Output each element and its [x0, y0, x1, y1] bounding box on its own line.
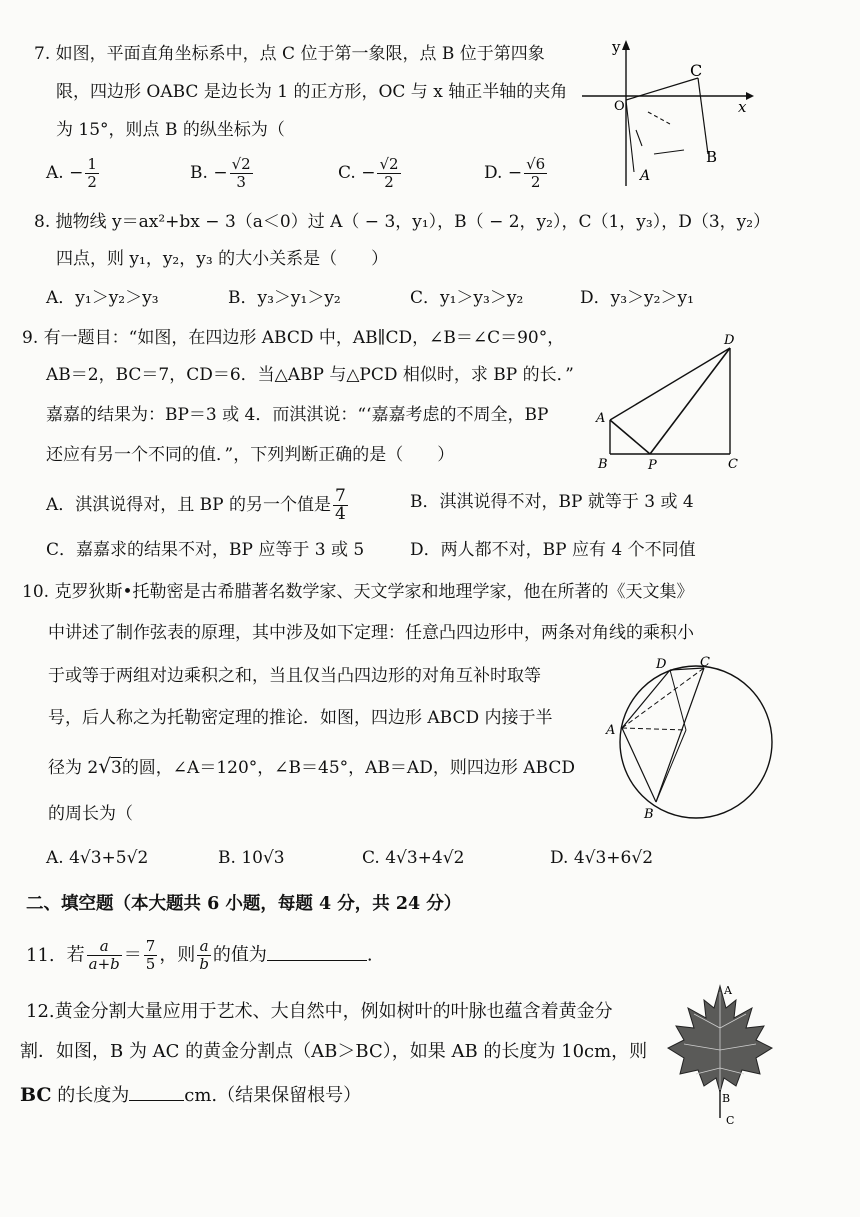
q10-line-2: 中讲述了制作弦表的原理，其中涉及如下定理：任意凸四边形中，两条对角线的乘积小 [48, 623, 694, 643]
section-2-title: 二、填空题（本大题共 6 小题，每题 4 分，共 24 分） [26, 894, 462, 914]
q12-line-2: 割．如图，B 为 AC 的黄金分割点（AB＞BC），如果 AB 的长度为 10cm，则 [20, 1041, 648, 1062]
q7-option-c-fraction: $\frac{√2}{2}$ [379, 155, 399, 191]
q8-option-c[interactable]: C．y₁＞y₃＞y₂ [410, 288, 524, 308]
q12-bc-label: BC [20, 1084, 52, 1106]
q12-line-3: BC 的长度为 cm.（结果保留根号） [20, 1084, 362, 1106]
q9-quadrilateral-figure [592, 330, 752, 472]
q9-option-a-fraction: $\frac{7}{4}$ [335, 486, 346, 524]
q10-dashed-2 [622, 728, 686, 730]
q7-line-1 [34, 42, 545, 66]
q12-number: 12. [26, 1001, 55, 1022]
q7-tick [636, 130, 642, 146]
q10-text-1: 克罗狄斯•托勒密是古希腊著名数学家、天文学家和地理学家，他在所著的《天文集》 [54, 582, 694, 602]
q10-line-5: 径为 2√3的圆，∠A＝120°，∠B＝45°，AB＝AD，则四边形 ABCD [48, 754, 575, 778]
q11-fraction-3: $\frac{a}{b}$ [199, 937, 209, 973]
q12-text-1: 黄金分割大量应用于艺术、大自然中，例如树叶的叶脉也蕴含着黄金分 [54, 1001, 613, 1022]
q7-line-2: 限，四边形 OABC 是边长为 1 的正方形，OC 与 x 轴正半轴的夹角 [56, 82, 568, 102]
q9-label-d: D [724, 333, 735, 348]
q7-label-c: C [690, 61, 703, 80]
q9-line-2: AB＝2，BC＝7，CD＝6．当△ABP 与△PCD 相似时，求 BP 的长．” [46, 365, 574, 385]
q10-line-3: 于或等于两组对边乘积之和，当且仅当凸四边形的对角互补时取等 [48, 666, 541, 686]
q8-number: 8. [34, 212, 51, 232]
q9-line-4: 还应有另一个不同的值．”，下列判断正确的是（ ） [46, 445, 455, 465]
q9-number: 9. [22, 328, 39, 348]
q10-line-1 [22, 580, 693, 604]
q7-option-b[interactable]: B. − $\frac{√2}{3}$ [190, 155, 251, 191]
q8-text-1: 抛物线 y＝ax²+bx − 3（a＜0）过 A（ − 3，y₁），B（ − 2，y₂），C（1，y₃），D（3，y₂） [55, 212, 771, 232]
q9-option-d[interactable]: D．两人都不对，BP 应有 4 个不同值 [410, 540, 696, 560]
q7-option-a-fraction: $\frac{1}{2}$ [87, 155, 97, 191]
q10-inner-2 [656, 730, 686, 802]
q9-label-a: A [596, 411, 606, 426]
q8-option-a[interactable]: A．y₁＞y₂＞y₃ [46, 288, 159, 308]
q9-label-c: C [728, 457, 738, 472]
q9-line-1 [22, 326, 564, 350]
q11-number: 11. [26, 944, 55, 966]
q7-label-y: y [612, 38, 621, 56]
q12-leaf-figure [660, 978, 780, 1128]
q11-fraction-2: $\frac{7}{5}$ [145, 937, 156, 973]
q7-label-x: x [738, 98, 747, 116]
q10-cb [656, 668, 704, 802]
q7-option-a[interactable]: A. − $\frac{1}{2}$ [46, 155, 97, 191]
q10-radical: √ [98, 754, 111, 778]
q7-label-b: B [706, 148, 718, 166]
q9-option-b[interactable]: B．淇淇说得不对，BP 就等于 3 或 4 [410, 492, 694, 512]
q7-x-arrow [746, 92, 754, 100]
q7-option-b-fraction: $\frac{√2}{3}$ [231, 155, 251, 191]
q10-option-d[interactable]: D. 4√3+6√2 [550, 848, 654, 868]
q10-line-6: 的周长为（ [48, 804, 133, 824]
q9-line-3: 嘉嘉的结果为：BP＝3 或 4．而淇淇说：“‘嘉嘉考虑的不周全，BP [46, 405, 549, 425]
q9-pd [650, 348, 730, 454]
q12-label-a: A [724, 984, 732, 997]
q10-label-c: C [700, 655, 710, 670]
q10-label-d: D [656, 657, 667, 672]
q10-number: 10. [22, 582, 50, 602]
q12-label-c: C [726, 1114, 735, 1127]
q11-fraction-1: $\frac{a}{a+b}$ [88, 937, 120, 973]
q12-line-1 [26, 1000, 613, 1024]
q9-ap [610, 420, 650, 454]
q7-option-d[interactable]: D. − $\frac{√6}{2}$ [484, 155, 546, 191]
q10-inner-1 [670, 670, 686, 730]
q10-label-a: A [606, 723, 616, 738]
q10-option-a[interactable]: A. 4√3+5√2 [46, 848, 149, 868]
q8-line-2: 四点，则 y₁，y₂，y₃ 的大小关系是（ ） [56, 249, 389, 269]
q7-text-1: 如图，平面直角坐标系中，点 C 位于第一象限，点 B 位于第四象 [55, 44, 545, 64]
q9-option-c[interactable]: C．嘉嘉求的结果不对，BP 应等于 3 或 5 [46, 540, 365, 560]
q10-option-b[interactable]: B. 10√3 [218, 848, 285, 868]
q7-y-arrow [622, 40, 630, 50]
q9-text-1: 有一题目：“如图，在四边形 ABCD 中，AB∥CD，∠B＝∠C＝90°， [43, 328, 565, 348]
q7-coordinate-figure [578, 30, 758, 190]
q7-side-ab [654, 150, 684, 154]
q7-number: 7. [34, 44, 51, 64]
q7-option-c[interactable]: C. − $\frac{√2}{2}$ [338, 155, 399, 191]
q12-label-b: B [722, 1092, 731, 1105]
q7-side-oa [626, 100, 634, 172]
q7-line-3: 为 15°，则点 B 的纵坐标为（ [56, 120, 285, 140]
q9-label-b: B [598, 457, 608, 472]
q10-option-c[interactable]: C. 4√3+4√2 [362, 848, 465, 868]
q7-side-cb [698, 78, 708, 154]
q11-answer-blank[interactable] [267, 942, 367, 961]
q9-ad [610, 348, 730, 420]
q10-line-4: 号，后人称之为托勒密定理的推论．如图，四边形 ABCD 内接于半 [48, 708, 553, 728]
q8-option-b[interactable]: B．y₃＞y₁＞y₂ [228, 288, 341, 308]
q8-line-1 [34, 210, 770, 234]
q10-circle-figure [600, 650, 780, 824]
q10-ad [622, 670, 670, 728]
q12-answer-blank[interactable] [129, 1082, 184, 1101]
q7-dashed-diagonal [648, 112, 670, 124]
q7-label-a: A [640, 168, 651, 184]
q9-option-a[interactable]: A．淇淇说得对，且 BP 的另一个值是 $\frac{7}{4}$ [46, 486, 346, 524]
q9-label-p: P [648, 458, 657, 472]
q10-label-b: B [644, 807, 654, 822]
q8-option-d[interactable]: D．y₃＞y₂＞y₁ [580, 288, 694, 308]
q11-line: 11. 若 $\frac{a}{a+b}$ ＝ $\frac{7}{5}$ ，则 $\frac{a}{b}$ 的值为 . [26, 937, 373, 973]
q7-label-o: O [614, 99, 625, 114]
q7-option-d-fraction: $\frac{√6}{2}$ [526, 155, 546, 191]
q10-ab [622, 728, 656, 802]
